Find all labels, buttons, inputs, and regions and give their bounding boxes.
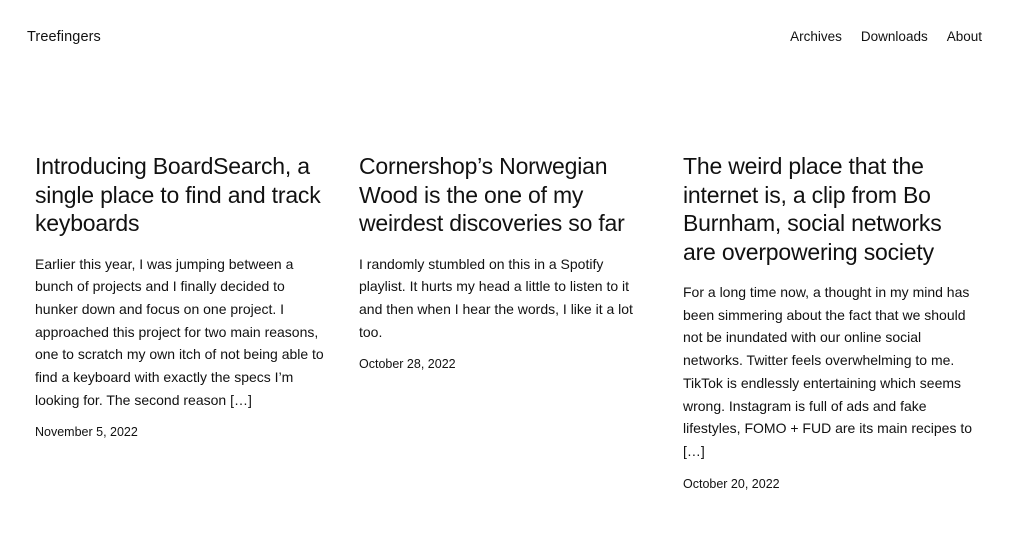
post-title [683,152,975,266]
post-card [683,152,975,491]
nav-link-downloads[interactable]: Downloads [860,29,928,44]
post-title-link[interactable]: Introducing BoardSearch, a single place to find and track keyboards [35,153,321,236]
main-navigation [771,29,982,44]
post-title [359,152,651,238]
post-excerpt: I randomly stumbled on this in a Spotify playlist. It hurts my head a little to listen to it and then when I hear the words, I like it a lot too. [359,255,633,340]
post-date: November 5, 2022 [35,425,138,440]
site-title-link[interactable]: Treefingers [27,29,101,45]
post-card [35,152,327,439]
post-date: October 28, 2022 [359,357,456,372]
post-excerpt: For a long time now, a thought in my mind has been simmering about the fact that we should not be inundated with our online social networks. Twitter feels overwhelming to me. TikTok is endlessly entertaining which seems wrong. Instagram is full of ads and fake lifestyles, FOMO + FUD are its main recipes to […] [683,284,973,459]
nav-link-archives[interactable]: Archives [790,29,842,44]
post-date: October 20, 2022 [683,476,780,491]
post-excerpt: Earlier this year, I was jumping between a bunch of projects and I finally decided to hunker down and focus on one project. I approached this project for two main reasons, one to scratch my own itch of not being able to find a keyboard with exactly the specs I’m looking for. The second reason […] [35,255,324,408]
nav-link-about[interactable]: About [946,29,982,44]
post-card [359,152,651,371]
post-title-link[interactable]: The weird place that the internet is, a clip from Bo Burnham, social networks are overpowering society [683,153,942,265]
post-title-link[interactable]: Cornershop’s Norwegian Wood is the one of my weirdest discoveries so far [359,153,625,236]
site-header [0,0,1024,76]
post-title [35,152,327,238]
